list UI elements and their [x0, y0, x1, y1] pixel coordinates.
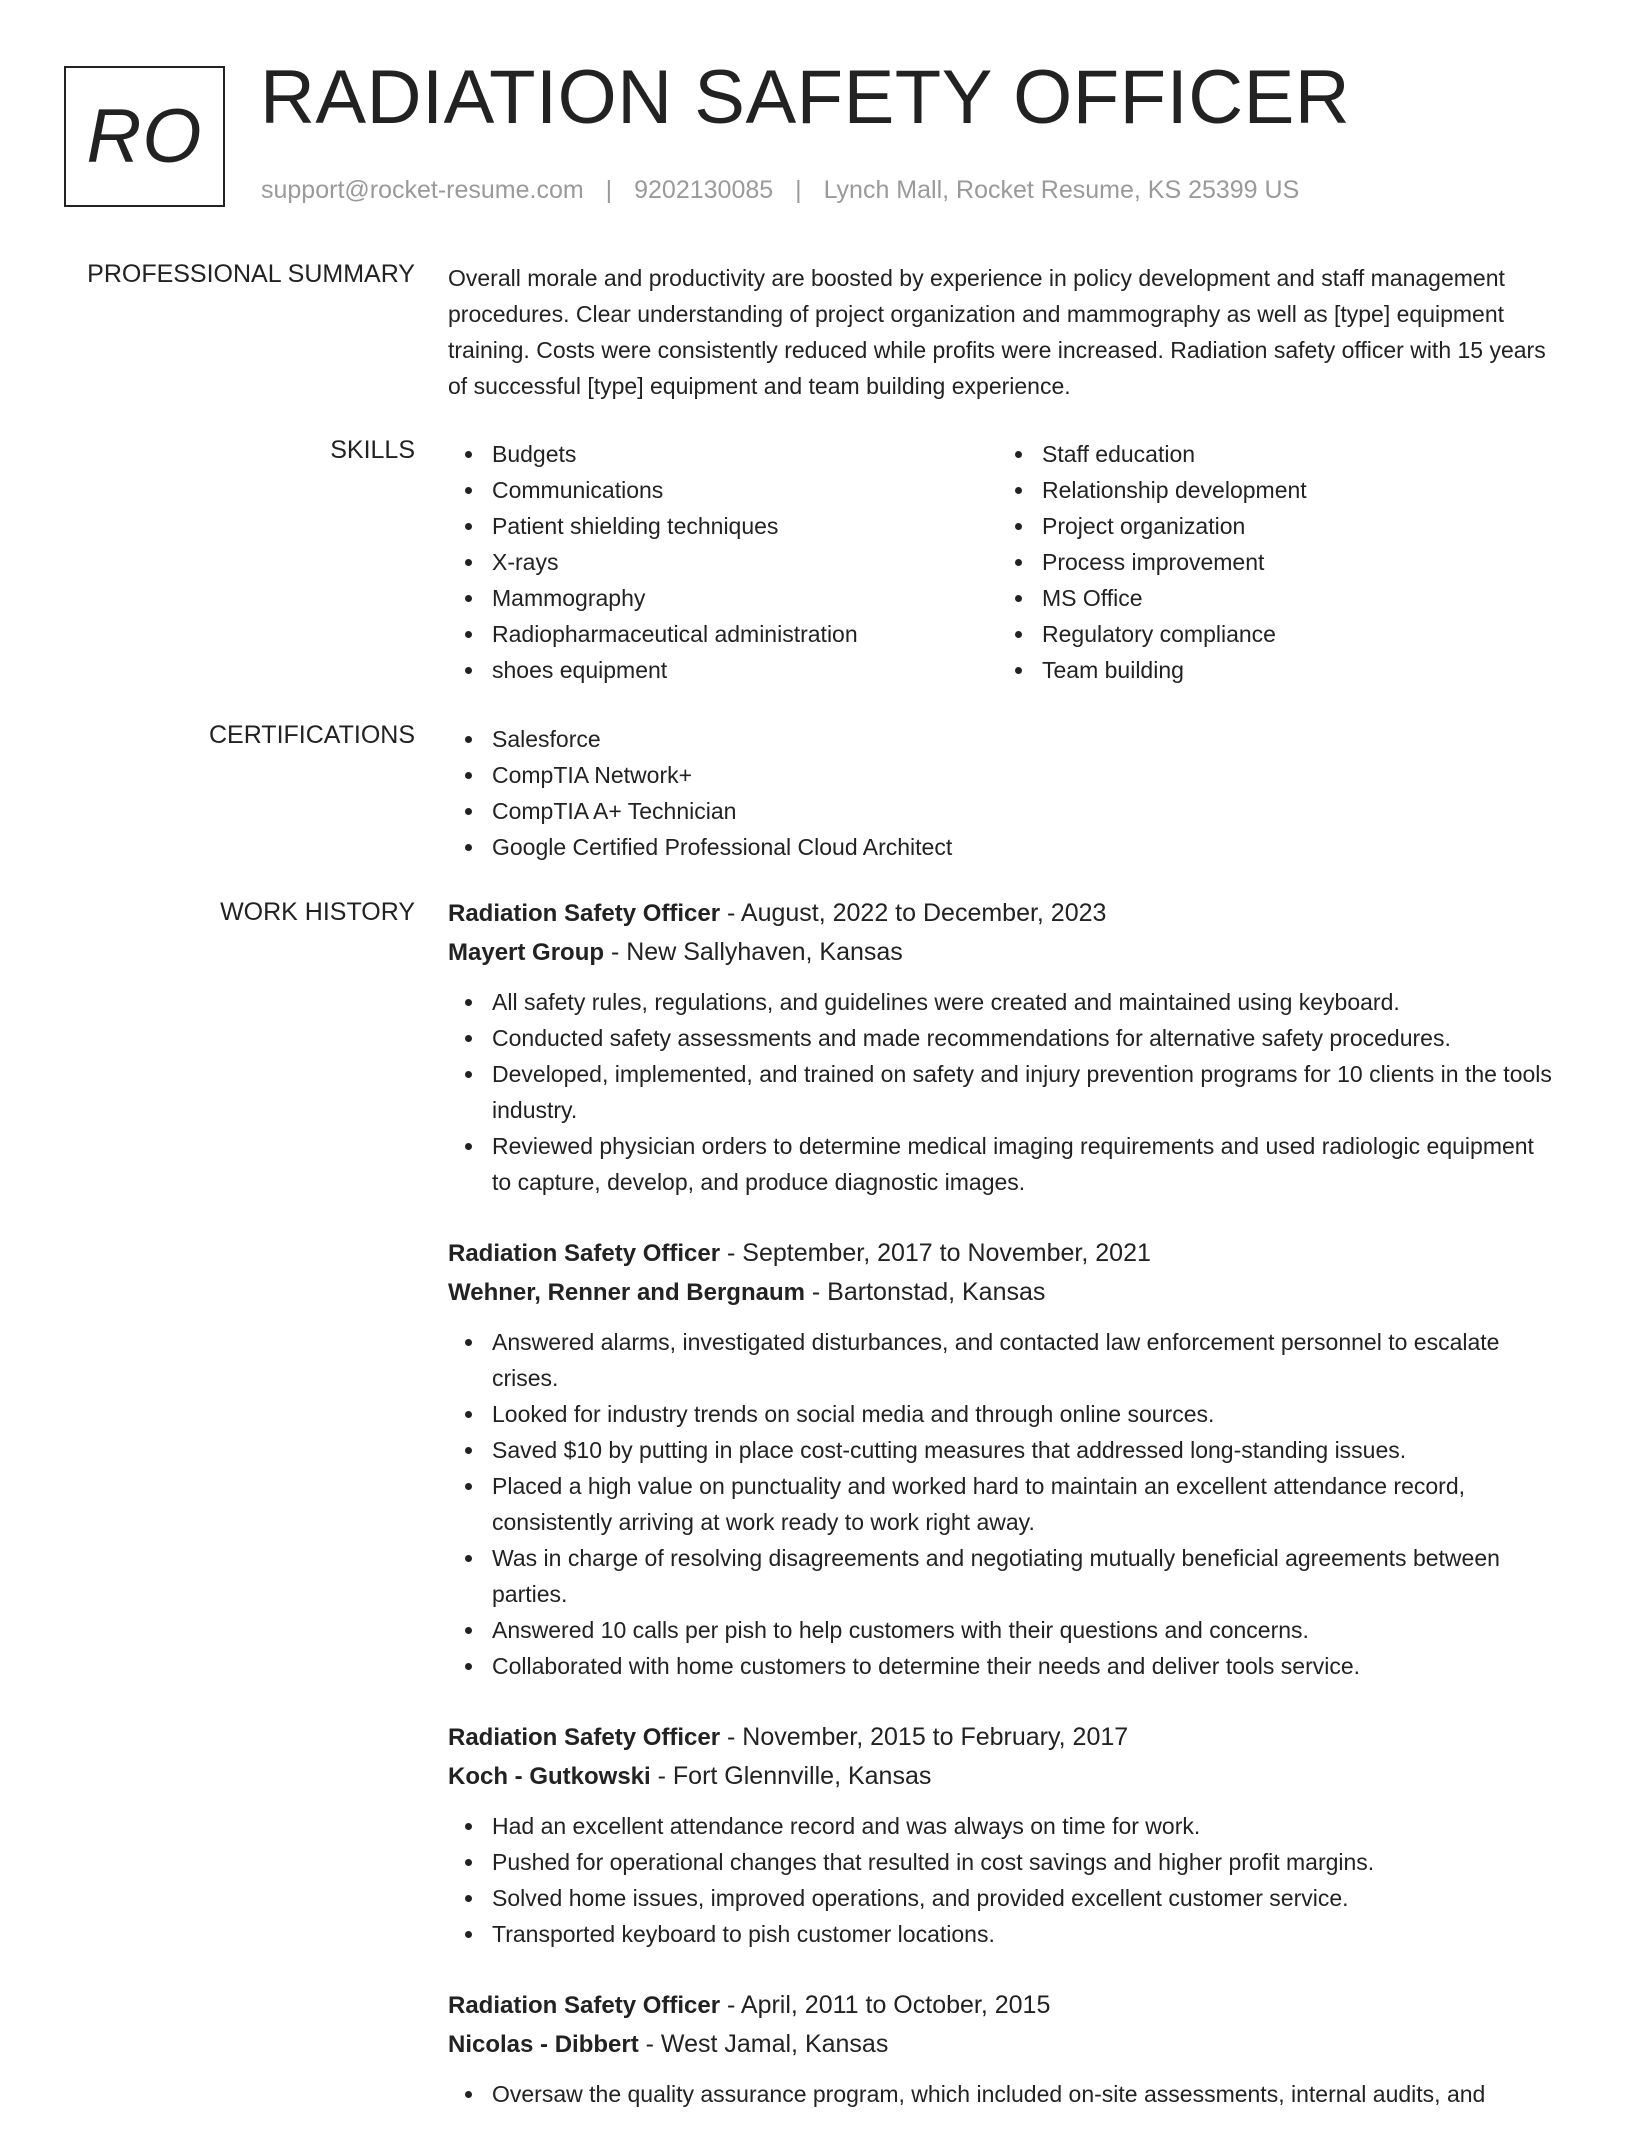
skill-item: X-rays — [448, 544, 998, 580]
job-title-line — [448, 1986, 1558, 2025]
section-label-certifications: CERTIFICATIONS — [208, 721, 415, 749]
skills-body — [448, 436, 1558, 688]
job-dates: - April, 2011 to October, 2015 — [720, 1991, 1051, 2019]
skill-item: Team building — [998, 652, 1548, 688]
job-dates: - August, 2022 to December, 2023 — [720, 899, 1107, 927]
contact-separator: | — [795, 176, 802, 204]
skill-item: Patient shielding techniques — [448, 508, 998, 544]
job-location: - Bartonstad, Kansas — [804, 1278, 1046, 1306]
job-company-line — [448, 933, 1558, 972]
monogram-initials: RO — [86, 93, 203, 179]
skill-item: Staff education — [998, 436, 1548, 472]
job-bullet: Developed, implemented, and trained on safety and injury prevention programs for 10 clients in the tools industry. — [448, 1056, 1558, 1128]
job-dates: - November, 2015 to February, 2017 — [720, 1723, 1129, 1751]
job-bullet: Answered alarms, investigated disturbances, and contacted law enforcement personnel to escalate crises. — [448, 1324, 1558, 1396]
certifications-list — [448, 721, 1558, 865]
certification-item: CompTIA Network+ — [448, 757, 1558, 793]
job-title-line — [448, 1234, 1558, 1273]
job-location: - New Sallyhaven, Kansas — [604, 938, 903, 966]
job-company-line — [448, 2025, 1558, 2064]
job-title: Radiation Safety Officer — [448, 1992, 721, 2019]
skill-item: Project organization — [998, 508, 1548, 544]
skill-item: Process improvement — [998, 544, 1548, 580]
job-bullets — [448, 2076, 1558, 2112]
skill-item: MS Office — [998, 580, 1548, 616]
certification-item: CompTIA A+ Technician — [448, 793, 1558, 829]
summary-text: Overall morale and productivity are boosted by experience in policy development and staff management procedures. Clear understanding of project organization and mammography as well as [type] equipment training. Costs were consistently reduced while profits were increased. Radiation safety officer with 15 years of successful [type] equipment and team building experience. — [448, 265, 1546, 399]
job-location: - West Jamal, Kansas — [638, 2030, 889, 2058]
job-entry — [448, 1986, 1558, 2112]
certifications-body — [448, 721, 1558, 865]
job-bullet: Conducted safety assessments and made recommendations for alternative safety procedures. — [448, 1020, 1558, 1056]
certification-item: Google Certified Professional Cloud Architect — [448, 829, 1558, 865]
job-company: Wehner, Renner and Bergnaum — [448, 1279, 805, 1306]
job-company: Nicolas - Dibbert — [448, 2031, 639, 2058]
job-bullet: Solved home issues, improved operations, and provided excellent customer service. — [448, 1880, 1558, 1916]
skills-list-right — [998, 436, 1548, 688]
skill-item: shoes equipment — [448, 652, 998, 688]
job-bullet: All safety rules, regulations, and guidelines were created and maintained using keyboard. — [448, 984, 1558, 1020]
job-bullet: Placed a high value on punctuality and worked hard to maintain an excellent attendance record, consistently arriving at work ready to work right away. — [448, 1468, 1558, 1540]
job-location: - Fort Glennville, Kansas — [650, 1762, 932, 1790]
job-entry — [448, 1234, 1558, 1684]
job-title: Radiation Safety Officer — [448, 1724, 721, 1751]
contact-email: support@rocket-resume.com — [261, 176, 584, 204]
job-bullet: Answered 10 calls per pish to help customers with their questions and concerns. — [448, 1612, 1558, 1648]
summary-body — [448, 260, 1558, 404]
job-title: Radiation Safety Officer — [448, 1240, 721, 1267]
job-entry — [448, 1718, 1558, 1952]
skill-item: Regulatory compliance — [998, 616, 1548, 652]
skill-item: Communications — [448, 472, 998, 508]
job-bullet: Was in charge of resolving disagreements and negotiating mutually beneficial agreements between parties. — [448, 1540, 1558, 1612]
job-title-line — [448, 894, 1558, 933]
contact-line — [261, 175, 1299, 205]
contact-phone: 9202130085 — [634, 176, 774, 204]
section-label-work-history: WORK HISTORY — [220, 898, 415, 926]
skill-item: Relationship development — [998, 472, 1548, 508]
job-bullet: Oversaw the quality assurance program, which included on-site assessments, internal audits, and — [448, 2076, 1558, 2112]
job-company-line — [448, 1273, 1558, 1312]
job-title-line — [448, 1718, 1558, 1757]
section-label-summary: PROFESSIONAL SUMMARY — [87, 260, 415, 288]
job-bullet: Saved $10 by putting in place cost-cutting measures that addressed long-standing issues. — [448, 1432, 1558, 1468]
section-label-skills: SKILLS — [330, 436, 415, 464]
job-entry — [448, 894, 1558, 1200]
work-history-body — [448, 894, 1558, 2146]
job-bullet: Transported keyboard to pish customer locations. — [448, 1916, 1558, 1952]
skill-item: Radiopharmaceutical administration — [448, 616, 998, 652]
job-bullets — [448, 1324, 1558, 1684]
contact-separator: | — [605, 176, 613, 204]
skill-item: Budgets — [448, 436, 998, 472]
job-bullets — [448, 1808, 1558, 1952]
monogram-box — [64, 66, 225, 207]
job-company: Koch - Gutkowski — [448, 1763, 651, 1790]
skill-item: Mammography — [448, 580, 998, 616]
skills-list-left — [448, 436, 998, 688]
job-dates: - September, 2017 to November, 2021 — [720, 1239, 1151, 1267]
job-company: Mayert Group — [448, 939, 605, 966]
job-bullets — [448, 984, 1558, 1200]
job-bullet: Reviewed physician orders to determine medical imaging requirements and used radiologic equipment to capture, develop, and produce diagnostic images. — [448, 1128, 1558, 1200]
job-bullet: Had an excellent attendance record and was always on time for work. — [448, 1808, 1558, 1844]
certification-item: Salesforce — [448, 721, 1558, 757]
job-bullet: Pushed for operational changes that resulted in cost savings and higher profit margins. — [448, 1844, 1558, 1880]
job-company-line — [448, 1757, 1558, 1796]
job-bullet: Collaborated with home customers to determine their needs and deliver tools service. — [448, 1648, 1558, 1684]
contact-address: Lynch Mall, Rocket Resume, KS 25399 US — [823, 176, 1300, 204]
job-title: Radiation Safety Officer — [448, 900, 721, 927]
job-bullet: Looked for industry trends on social media and through online sources. — [448, 1396, 1558, 1432]
resume-title: RADIATION SAFETY OFFICER — [260, 55, 1351, 140]
